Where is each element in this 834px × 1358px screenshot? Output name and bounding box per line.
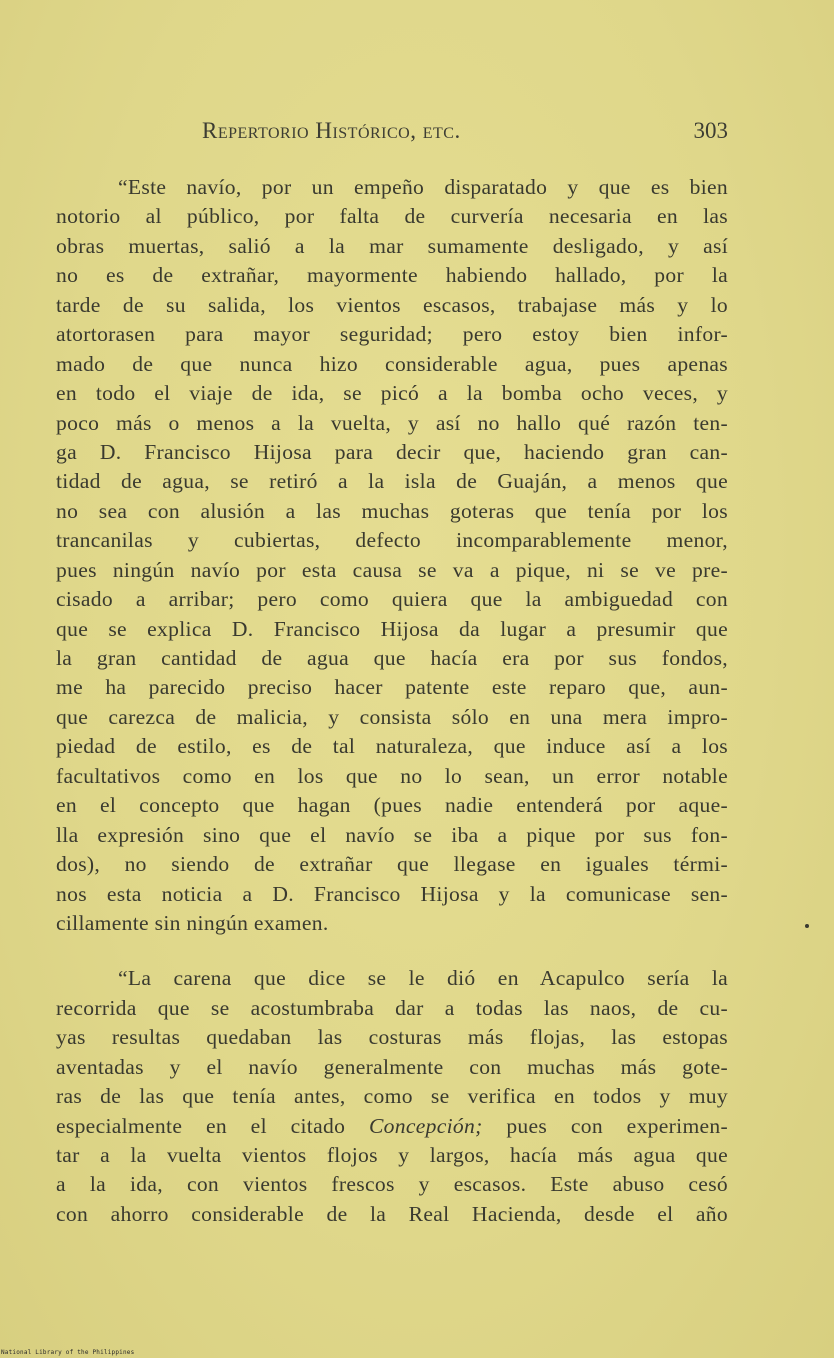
text-line: cillamente sin ningún examen. xyxy=(56,910,329,935)
text-line: “La carena que dice se le dió en Acapulco sería la xyxy=(118,966,728,991)
running-title-word-1: Repertorio xyxy=(202,118,310,143)
text-segment: pues con experimen- xyxy=(482,1113,729,1138)
text-line: nos esta noticia a D. Francisco Hijosa y la comunicase sen- xyxy=(56,881,728,906)
text-line: que se explica D. Francisco Hijosa da lugar a presumir que xyxy=(56,616,728,641)
margin-speck xyxy=(805,924,809,928)
text-line: tarde de su salida, los vientos escasos, trabajase más y lo xyxy=(56,292,728,317)
text-line: piedad de estilo, es de tal naturaleza, que induce así a los xyxy=(56,734,728,759)
text-line: lla expresión sino que el navío se iba a pique por sus fon- xyxy=(56,822,728,847)
text-line: en el concepto que hagan (pues nadie entenderá por aque- xyxy=(56,793,728,818)
paragraph-gap xyxy=(56,938,728,964)
text-line: no es de extrañar, mayormente habiendo hallado, por la xyxy=(56,263,728,288)
text-line: tidad de agua, se retiró a la isla de Guaján, a menos que xyxy=(56,469,728,494)
text-line: mado de que nunca hizo considerable agua, pues apenas xyxy=(56,351,728,376)
text-line: atortorasen para mayor seguridad; pero estoy bien infor- xyxy=(56,322,728,347)
text-line: yas resultas quedaban las costuras más flojas, las estopas xyxy=(56,1025,728,1050)
text-line: me ha parecido preciso hacer patente este reparo que, aun- xyxy=(56,675,728,700)
running-title-word-2: Histórico, xyxy=(315,118,417,143)
text-line: obras muertas, salió a la mar sumamente desligado, y así xyxy=(56,233,728,258)
text-line: poco más o menos a la vuelta, y así no hallo qué razón ten- xyxy=(56,410,728,435)
text-line: trancanilas y cubiertas, defecto incomparablemente menor, xyxy=(56,528,728,553)
text-line: ras de las que tenía antes, como se verifica en todos y muy xyxy=(56,1084,728,1109)
text-line: “Este navío, por un empeño disparatado y que es bien xyxy=(118,175,728,199)
text-line: tar a la vuelta vientos flojos y largos, hacía más agua que xyxy=(56,1143,728,1167)
text-line: facultativos como en los que no lo sean, un error notable xyxy=(56,763,728,788)
text-line: que carezca de malicia, y consista sólo en una mera impro- xyxy=(56,704,728,729)
running-title-word-3: etc. xyxy=(422,118,461,143)
text-line: recorrida que se acostumbraba dar a todas las naos, de cu- xyxy=(56,995,728,1020)
text-segment: especialmente en el citado xyxy=(56,1113,369,1138)
paragraph-1 xyxy=(56,173,728,938)
text-line: en todo el viaje de ida, se picó a la bomba ocho veces, y xyxy=(56,381,728,406)
text-line: cisado a arribar; pero como quiera que la ambiguedad con xyxy=(56,587,728,612)
text-line: la gran cantidad de agua que hacía era por sus fondos, xyxy=(56,646,728,670)
text-line-with-italic xyxy=(56,1112,728,1141)
text-line: con ahorro considerable de la Real Hacienda, desde el año xyxy=(56,1201,728,1226)
text-line: pues ningún navío por esta causa se va a pique, ni se ve pre- xyxy=(56,557,728,582)
page-number: 303 xyxy=(693,118,728,143)
body-text xyxy=(56,173,728,1229)
paragraph-2 xyxy=(56,964,728,1229)
text-line: dos), no siendo de extrañar que llegase en iguales térmi- xyxy=(56,852,728,877)
library-credit: National Library of the Philippines xyxy=(1,1349,135,1356)
running-title xyxy=(202,118,461,144)
running-header xyxy=(56,118,728,152)
text-line: no sea con alusión a las muchas goteras que tenía por los xyxy=(56,498,728,523)
ship-name-italic: Concepción; xyxy=(368,1113,483,1138)
text-line: ga D. Francisco Hijosa para decir que, haciendo gran can- xyxy=(56,439,728,464)
text-line: aventadas y el navío generalmente con muchas más gote- xyxy=(56,1054,728,1079)
text-line: a la ida, con vientos frescos y escasos. Este abuso cesó xyxy=(56,1172,728,1197)
text-line: notorio al público, por falta de curvería necesaria en las xyxy=(56,204,728,229)
